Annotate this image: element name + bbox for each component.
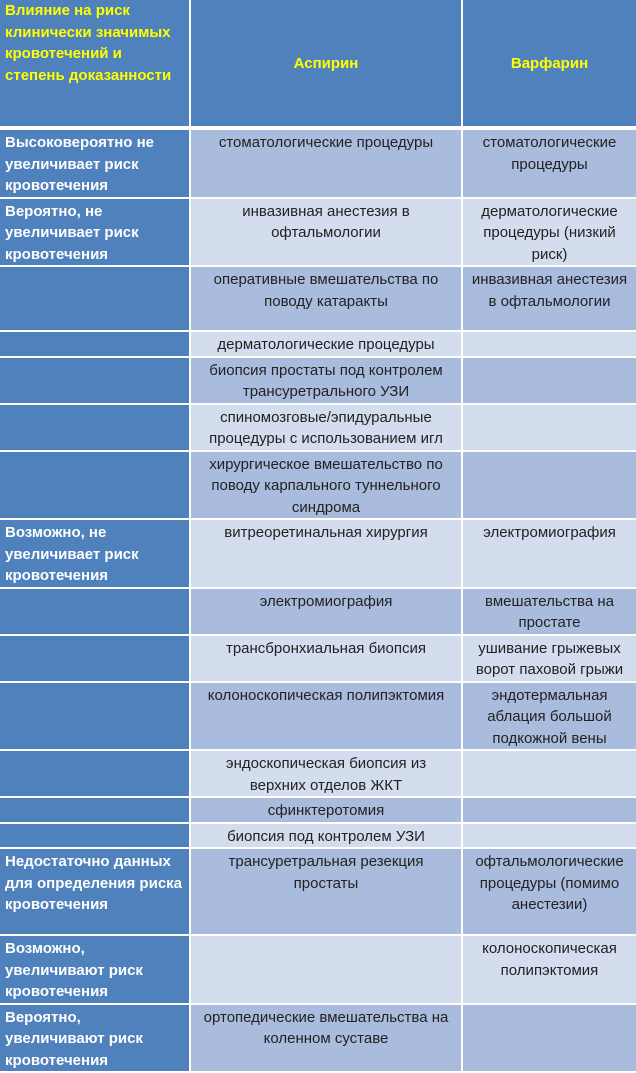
aspirin-cell: электромиография (191, 589, 463, 636)
table-row (0, 683, 636, 752)
risk-level-cell (0, 683, 191, 752)
warfarin-cell (463, 824, 636, 850)
risk-level-cell (0, 636, 191, 683)
aspirin-cell: витреоретинальная хирургия (191, 520, 463, 589)
aspirin-cell: трансуретральная резекция простаты (191, 849, 463, 936)
warfarin-cell: колоноскопическая полипэктомия (463, 936, 636, 1005)
risk-level-cell: Вероятно, не увеличивает риск кровотечения (0, 199, 191, 268)
aspirin-cell: трансбронхиальная биопсия (191, 636, 463, 683)
risk-level-cell (0, 824, 191, 850)
table-row (0, 936, 636, 1005)
table-row (0, 199, 636, 268)
aspirin-cell: дерматологические процедуры (191, 332, 463, 358)
header-risk-level: Влияние на риск клинически значимых кровотечений и степень доказанности (0, 0, 191, 130)
table-row (0, 751, 636, 798)
warfarin-cell (463, 452, 636, 521)
warfarin-cell (463, 405, 636, 452)
header-row (0, 0, 636, 130)
table-row (0, 267, 636, 332)
warfarin-cell (463, 751, 636, 798)
warfarin-cell: эндотермальная аблация большой подкожной вены (463, 683, 636, 752)
aspirin-cell: оперативные вмешательства по поводу катаракты (191, 267, 463, 332)
aspirin-cell: эндоскопическая биопсия из верхних отделов ЖКТ (191, 751, 463, 798)
risk-level-cell: Возможно, увеличивают риск кровотечения (0, 936, 191, 1005)
risk-level-cell (0, 589, 191, 636)
table-body (0, 130, 636, 1073)
table-row (0, 452, 636, 521)
risk-level-cell: Высоковероятно не увеличивает риск кровотечения (0, 130, 191, 199)
risk-level-cell (0, 751, 191, 798)
risk-level-cell (0, 452, 191, 521)
warfarin-cell: электромиография (463, 520, 636, 589)
warfarin-cell (463, 1005, 636, 1073)
risk-level-cell (0, 798, 191, 824)
header-aspirin: Аспирин (191, 0, 463, 130)
warfarin-cell: стоматологические процедуры (463, 130, 636, 199)
warfarin-cell (463, 332, 636, 358)
aspirin-cell (191, 936, 463, 1005)
risk-level-cell (0, 267, 191, 332)
warfarin-cell: вмешательства на простате (463, 589, 636, 636)
warfarin-cell: ушивание грыжевых ворот паховой грыжи (463, 636, 636, 683)
aspirin-cell: спиномозговые/эпидуральные процедуры с использованием игл (191, 405, 463, 452)
table-row (0, 589, 636, 636)
risk-level-cell (0, 405, 191, 452)
aspirin-cell: сфинктеротомия (191, 798, 463, 824)
table-row (0, 520, 636, 589)
warfarin-cell (463, 358, 636, 405)
table-row (0, 358, 636, 405)
aspirin-cell: хирургическое вмешательство по поводу карпального туннельного синдрома (191, 452, 463, 521)
aspirin-cell: биопсия простаты под контролем трансуретрального УЗИ (191, 358, 463, 405)
risk-level-cell: Недостаточно данных для определения риска кровотечения (0, 849, 191, 936)
aspirin-cell: ортопедические вмешательства на коленном суставе (191, 1005, 463, 1073)
risk-level-cell: Возможно, не увеличивает риск кровотечения (0, 520, 191, 589)
table-row (0, 332, 636, 358)
table-row (0, 636, 636, 683)
table-row (0, 1005, 636, 1073)
warfarin-cell: дерматологические процедуры (низкий риск) (463, 199, 636, 268)
table-row (0, 405, 636, 452)
risk-level-cell (0, 332, 191, 358)
warfarin-cell (463, 798, 636, 824)
warfarin-cell: офтальмологические процедуры (помимо анестезии) (463, 849, 636, 936)
risk-level-cell (0, 358, 191, 405)
table-row (0, 849, 636, 936)
aspirin-cell: колоноскопическая полипэктомия (191, 683, 463, 752)
warfarin-cell: инвазивная анестезия в офтальмологии (463, 267, 636, 332)
table-row (0, 824, 636, 850)
aspirin-cell: биопсия под контролем УЗИ (191, 824, 463, 850)
table-row (0, 798, 636, 824)
aspirin-cell: стоматологические процедуры (191, 130, 463, 199)
risk-level-cell: Вероятно, увеличивают риск кровотечения (0, 1005, 191, 1073)
table-row (0, 130, 636, 199)
header-warfarin: Варфарин (463, 0, 636, 130)
aspirin-cell: инвазивная анестезия в офтальмологии (191, 199, 463, 268)
